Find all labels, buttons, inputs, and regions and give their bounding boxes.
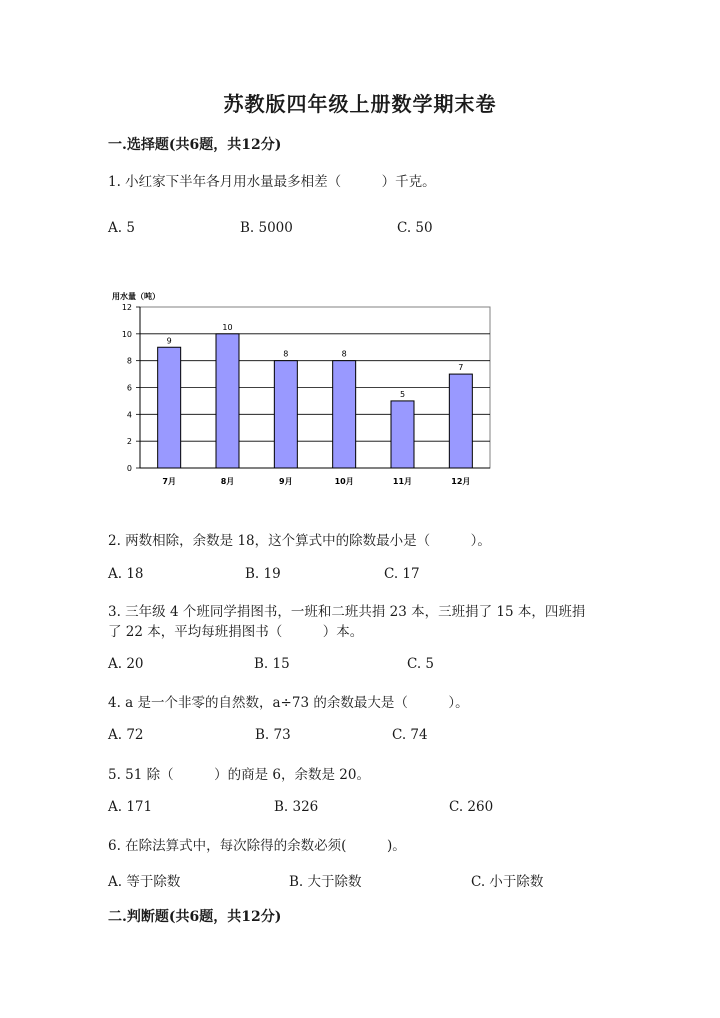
bar-value-label: 10 xyxy=(222,322,233,332)
question-5: 5. 51 除（ ）的商是 6，余数是 20。 xyxy=(108,767,370,783)
x-tick-label: 12月 xyxy=(451,477,471,486)
q2-option-c: C. 17 xyxy=(384,566,420,582)
bar-4 xyxy=(333,361,356,468)
bar-3 xyxy=(274,361,297,468)
bar-value-label: 5 xyxy=(399,389,406,399)
y-tick-label: 12 xyxy=(121,303,132,312)
q1-option-a: A. 5 xyxy=(108,220,135,236)
section-heading-judgement: 二.判断题(共6题，共12分) xyxy=(108,909,282,925)
q6-option-a: A. 等于除数 xyxy=(108,874,181,890)
q2-option-a: A. 18 xyxy=(108,566,144,582)
bar-1 xyxy=(158,347,181,468)
x-tick-label: 9月 xyxy=(279,477,293,486)
bar-value-label: 8 xyxy=(283,349,289,359)
y-tick-label: 8 xyxy=(126,356,132,366)
y-tick-label: 2 xyxy=(126,437,132,447)
x-tick-label: 8月 xyxy=(220,477,235,486)
bar-value-label: 7 xyxy=(458,363,464,373)
q1-option-c: C. 50 xyxy=(397,220,433,236)
bar-5 xyxy=(391,401,414,468)
q5-option-a: A. 171 xyxy=(108,799,153,815)
x-tick-label: 10月 xyxy=(334,477,354,486)
q5-option-c: C. 260 xyxy=(449,799,494,815)
y-tick-label: 0 xyxy=(126,464,132,473)
q3-option-c: C. 5 xyxy=(407,656,435,672)
question-3-line-2: 了 22 本，平均每班捐图书（ ）本。 xyxy=(108,624,364,640)
question-1: 1. 小红家下半年各月用水量最多相差（ ）千克。 xyxy=(108,174,436,190)
q3-option-b: B. 15 xyxy=(254,656,290,672)
page-title: 苏教版四年级上册数学期末卷 xyxy=(223,92,497,116)
question-6: 6. 在除法算式中，每次除得的余数必须( )。 xyxy=(108,838,406,854)
question-2: 2. 两数相除，余数是 18，这个算式中的除数最小是（ ）。 xyxy=(108,533,491,549)
q3-option-a: A. 20 xyxy=(108,656,144,672)
question-3-line-1: 3. 三年级 4 个班同学捐图书，一班和二班共捐 23 本，三班捐了 15 本，四班捐 xyxy=(108,604,586,620)
water-usage-bar-chart xyxy=(100,285,500,490)
x-tick-label: 7月 xyxy=(162,477,176,486)
x-tick-label: 11月 xyxy=(392,477,413,486)
y-tick-label: 6 xyxy=(126,383,132,393)
q6-option-c: C. 小于除数 xyxy=(471,874,544,890)
bar-2 xyxy=(216,334,239,468)
q6-option-b: B. 大于除数 xyxy=(289,874,362,890)
q5-option-b: B. 326 xyxy=(274,799,319,815)
y-tick-label: 10 xyxy=(121,329,132,339)
q1-option-b: B. 5000 xyxy=(240,220,293,236)
q4-option-c: C. 74 xyxy=(392,727,428,743)
bar-value-label: 9 xyxy=(166,336,172,346)
q4-option-b: B. 73 xyxy=(255,727,291,743)
bar-value-label: 8 xyxy=(341,349,347,359)
section-heading-choice: 一.选择题(共6题，共12分) xyxy=(108,137,282,153)
q4-option-a: A. 72 xyxy=(108,727,144,743)
q2-option-b: B. 19 xyxy=(245,566,281,582)
bar-6 xyxy=(449,374,472,468)
y-tick-label: 4 xyxy=(126,410,132,420)
question-4: 4. a 是一个非零的自然数，a÷73 的余数最大是（ ）。 xyxy=(108,695,469,711)
chart-y-axis-label: 用水量（吨） xyxy=(112,292,160,301)
